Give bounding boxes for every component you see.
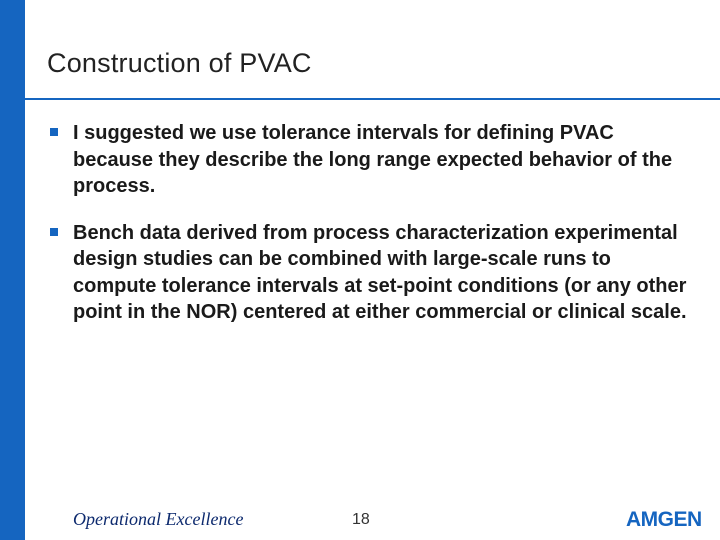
slide-title: Construction of PVAC [47, 48, 312, 78]
bullet-text: Bench data derived from process characterization experimental design studies can be combined with large-scale runs to compute tolerance intervals at set-point conditions (or any other point in the NOR) centered at either commercial or clinical scale. [73, 221, 687, 323]
footer-tagline: Operational Excellence [73, 509, 244, 529]
bullet-item [48, 120, 698, 200]
title-divider [25, 98, 720, 100]
bullet-item [48, 220, 698, 326]
bullet-list [48, 120, 698, 346]
bullet-text: I suggested we use tolerance intervals for defining PVAC because they describe the long range expected behavior of the process. [73, 122, 673, 197]
page-number: 18 [352, 511, 370, 528]
square-bullet-icon [50, 228, 58, 236]
amgen-logo: AMGEN [626, 508, 702, 531]
left-accent-bar [0, 0, 25, 540]
square-bullet-icon [50, 128, 58, 136]
